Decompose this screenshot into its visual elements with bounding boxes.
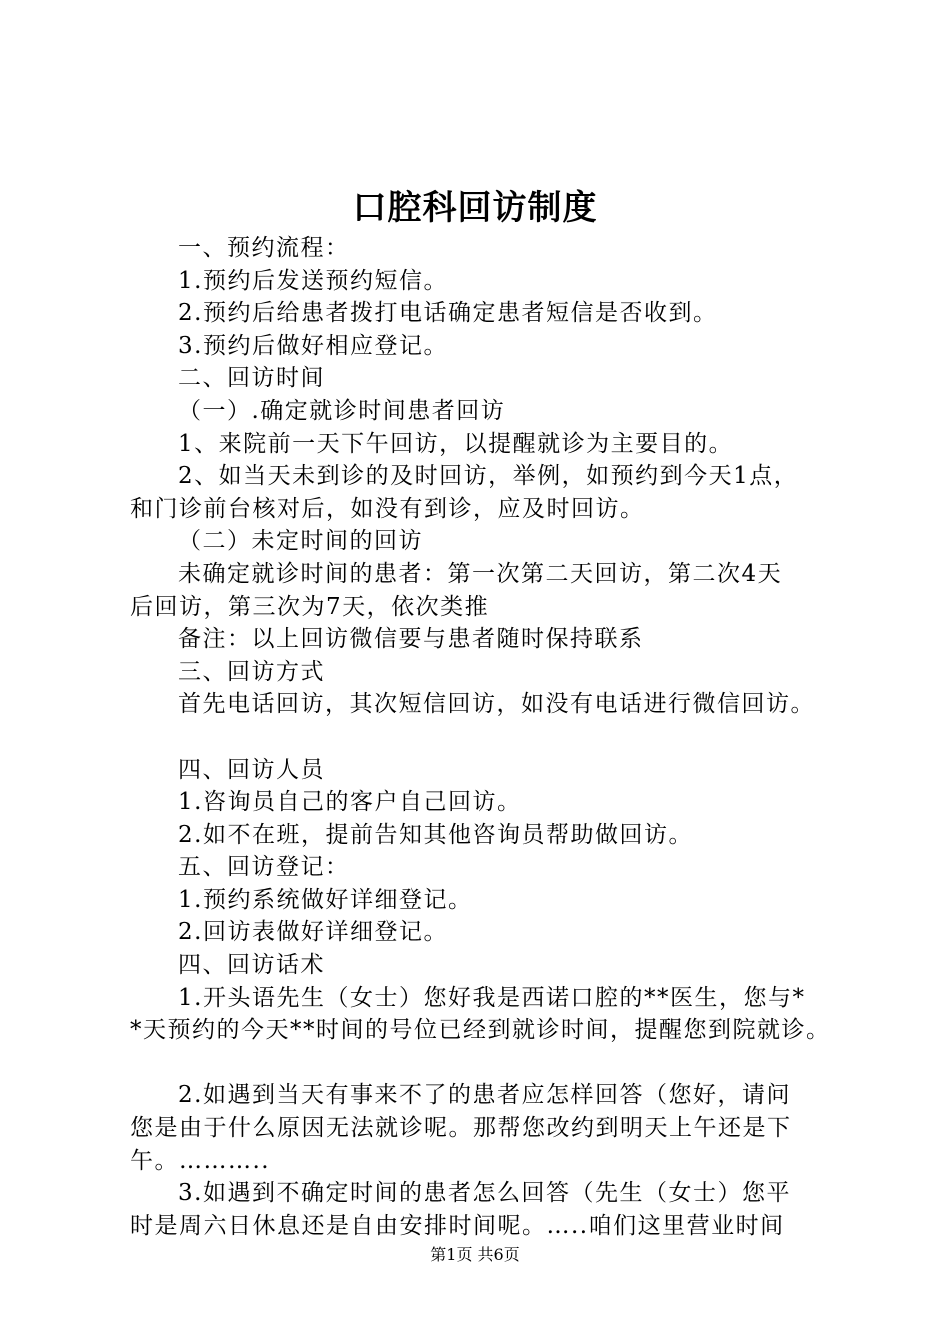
document-title: 口腔科回访制度 [352,188,598,228]
paragraph-line: 1.预约系统做好详细登记。 [178,886,473,913]
paragraph-line: 2.回访表做好详细登记。 [178,919,448,946]
paragraph-line: 1.开头语先生（女士）您好我是西诺口腔的**医生，您与* [178,984,806,1011]
section-heading-followup-registration: 五、回访登记： [178,854,350,881]
paragraph-line: 未确定就诊时间的患者：第一次第二天回访，第二次4天 [178,560,783,587]
paragraph-line: 您是由于什么原因无法就诊呢。那帮您改约到明天上午还是下 [130,1115,792,1142]
paragraph-line: 午。……….. [130,1147,271,1174]
section-heading-followup-method: 三、回访方式 [178,658,325,685]
paragraph-line: 2、如当天未到诊的及时回访，举例，如预约到今天1点， [178,463,799,490]
subsection-heading: （一）.确定就诊时间患者回访 [178,397,506,424]
paragraph-line: 2.如不在班，提前告知其他咨询员帮助做回访。 [178,821,693,848]
paragraph-line: 2.预约后给患者拨打电话确定患者短信是否收到。 [178,300,718,327]
document-body [130,232,850,1242]
section-heading-booking: 一、预约流程： [178,235,350,261]
section-heading-followup-staff: 四、回访人员 [178,756,325,783]
paragraph-line: 2.如遇到当天有事来不了的患者应怎样回答（您好，请问 [178,1082,791,1109]
paragraph-line: 首先电话回访，其次短信回访，如没有电话进行微信回访。 [178,691,815,718]
paragraph-line: 3.如遇到不确定时间的患者怎么回答（先生（女士）您平 [178,1180,791,1207]
paragraph-line: 1.咨询员自己的客户自己回访。 [178,789,522,816]
paragraph-line: *天预约的今天**时间的号位已经到就诊时间，提醒您到院就诊。 [130,1017,831,1044]
paragraph-line: 后回访，第三次为7天，依次类推 [130,593,490,620]
note-line: 备注：以上回访微信要与患者随时保持联系 [178,626,644,653]
paragraph-line: 和门诊前台核对后，如没有到诊，应及时回访。 [130,495,645,522]
paragraph-line: 1、来院前一天下午回访，以提醒就诊为主要目的。 [178,430,734,457]
page-footer: 第1页 共6页 [430,1245,520,1264]
paragraph-line: 1.预约后发送预约短信。 [178,267,448,294]
blank-line [130,721,850,754]
blank-line [130,1047,850,1080]
paragraph-line: 时是周六日休息还是自由安排时间呢。…..咱们这里营业时间 [130,1212,785,1239]
subsection-heading: （二）未定时间的回访 [178,528,423,555]
section-heading-followup-script: 四、回访话术 [178,952,325,979]
section-heading-followup-time: 二、回访时间 [178,365,325,392]
paragraph-line: 3.预约后做好相应登记。 [178,332,448,359]
